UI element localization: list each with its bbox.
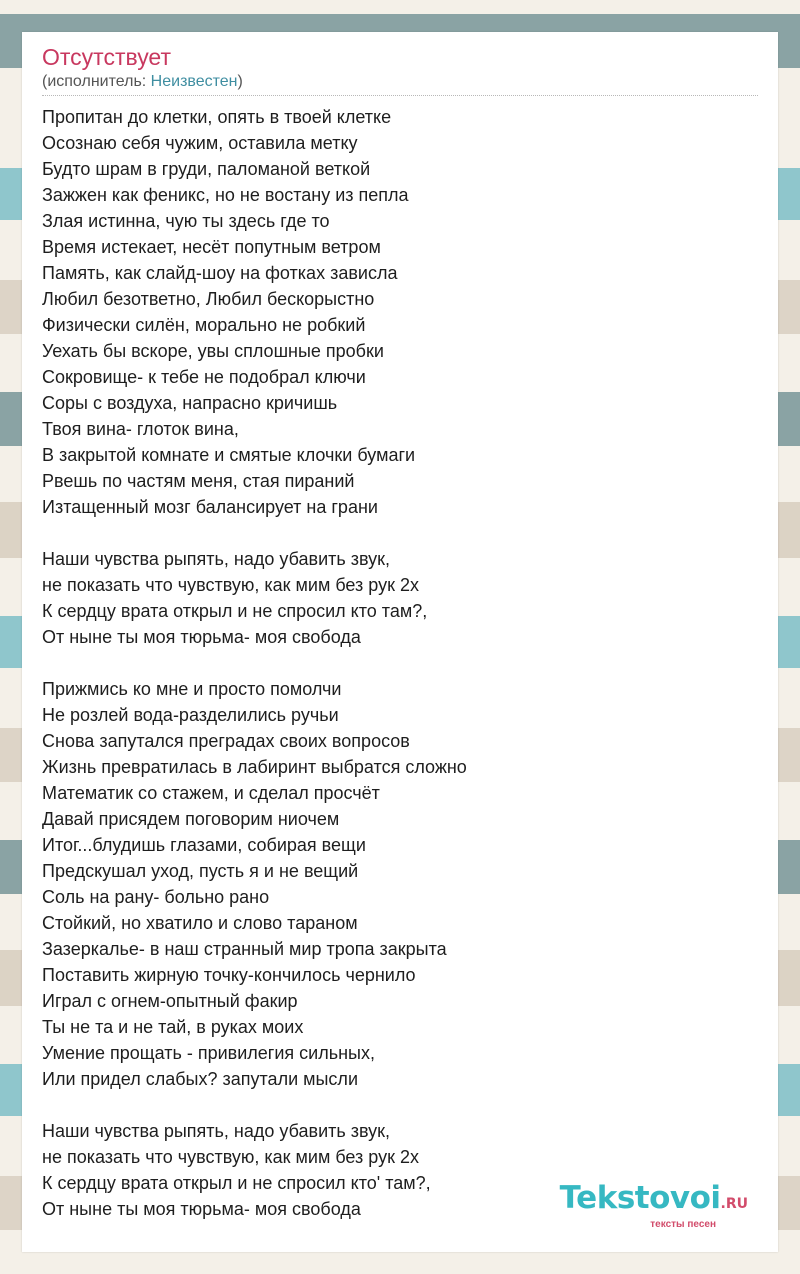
lyric-line: Математик со стажем, и сделал просчёт xyxy=(42,783,380,803)
lyric-line: Предскушал уход, пусть я и не вещий xyxy=(42,861,359,881)
lyric-line: Рвешь по частям меня, стая пираний xyxy=(42,471,355,491)
lyric-line: От ныне ты моя тюрьма- моя свобода xyxy=(42,627,361,647)
stanza-gap xyxy=(42,650,758,676)
artist-link[interactable]: Неизвестен xyxy=(150,73,238,90)
lyric-line: Физически силён, морально не робкий xyxy=(42,315,366,335)
title-divider xyxy=(42,95,758,96)
lyric-line: Будто шрам в груди, паломаной веткой xyxy=(42,159,371,179)
stanza-gap xyxy=(42,1092,758,1118)
lyric-line: Зажжен как феникс, но не востану из пепла xyxy=(42,185,409,205)
song-title: Отсутствует xyxy=(42,44,171,70)
verse-1 xyxy=(42,104,758,520)
lyric-line: Играл с огнем-опытный факир xyxy=(42,991,298,1011)
lyric-line: Снова запутался преградах своих вопросов xyxy=(42,731,410,751)
lyric-line: Изтащенный мозг балансирует на грани xyxy=(42,497,378,517)
lyric-line: не показать что чувствую, как мим без рук 2х xyxy=(42,575,419,595)
lyric-line: Стойкий, но хватило и слово тараном xyxy=(42,913,358,933)
lyric-line: Уехать бы вскоре, увы сплошные пробки xyxy=(42,341,384,361)
artist-line xyxy=(42,72,243,92)
artist-prefix: (исполнитель: xyxy=(42,73,151,90)
lyric-line: не показать что чувствую, как мим без рук 2х xyxy=(42,1147,419,1167)
lyric-line: К сердцу врата открыл и не спросил кто там?, xyxy=(42,601,428,621)
lyric-line: Ты не та и не тай, в руках моих xyxy=(42,1017,304,1037)
lyric-line: К сердцу врата открыл и не спросил кто' там?, xyxy=(42,1173,431,1193)
logo-wordmark xyxy=(560,1182,748,1220)
verse-2 xyxy=(42,676,758,1092)
lyric-line: Память, как слайд-шоу на фотках зависла xyxy=(42,263,398,283)
lyric-line: Сокровище- к тебе не подобрал ключи xyxy=(42,367,366,387)
lyric-line: Соры с воздуха, напрасно кричишь xyxy=(42,393,338,413)
chorus-1 xyxy=(42,546,758,650)
lyric-line: Твоя вина- глоток вина, xyxy=(42,419,239,439)
logo-tagline: тексты песен xyxy=(650,1219,716,1230)
lyric-line: Наши чувства рыпять, надо убавить звук, xyxy=(42,1121,391,1141)
lyric-line: Пропитан до клетки, опять в твоей клетке xyxy=(42,107,392,127)
lyric-line: Наши чувства рыпять, надо убавить звук, xyxy=(42,549,391,569)
lyric-line: Злая истинна, чую ты здесь где то xyxy=(42,211,330,231)
lyric-line: Осознаю себя чужим, оставила метку xyxy=(42,133,358,153)
lyric-line: Любил безответно, Любил бескорыстно xyxy=(42,289,375,309)
lyric-line: Итог...блудишь глазами, собирая вещи xyxy=(42,835,366,855)
lyric-line: Жизнь превратилась в лабиринт выбратся сложно xyxy=(42,757,467,777)
artist-suffix: ) xyxy=(237,73,243,90)
lyric-line: Поставить жирную точку-кончилось чернило xyxy=(42,965,416,985)
stanza-gap xyxy=(42,520,758,546)
lyric-line: Зазеркалье- в наш странный мир тропа закрыта xyxy=(42,939,447,959)
lyric-line: Или придел слабых? запутали мысли xyxy=(42,1069,358,1089)
lyric-line: Прижмись ко мне и просто помолчи xyxy=(42,679,342,699)
lyric-line: Соль на рану- больно рано xyxy=(42,887,270,907)
lyrics-card xyxy=(22,32,778,1252)
lyric-line: Не розлей вода-разделились ручьи xyxy=(42,705,339,725)
logo-tld: .RU xyxy=(720,1196,748,1212)
logo-name: Tekstovoi xyxy=(559,1180,721,1216)
lyric-line: От ныне ты моя тюрьма- моя свобода xyxy=(42,1199,361,1219)
lyric-line: Давай присядем поговорим ниочем xyxy=(42,809,340,829)
lyric-line: Умение прощать - привилегия сильных, xyxy=(42,1043,375,1063)
lyrics-body xyxy=(42,104,758,1222)
site-logo[interactable] xyxy=(560,1182,748,1230)
lyric-line: В закрытой комнате и смятые клочки бумаги xyxy=(42,445,416,465)
lyric-line: Время истекает, несёт попутным ветром xyxy=(42,237,381,257)
